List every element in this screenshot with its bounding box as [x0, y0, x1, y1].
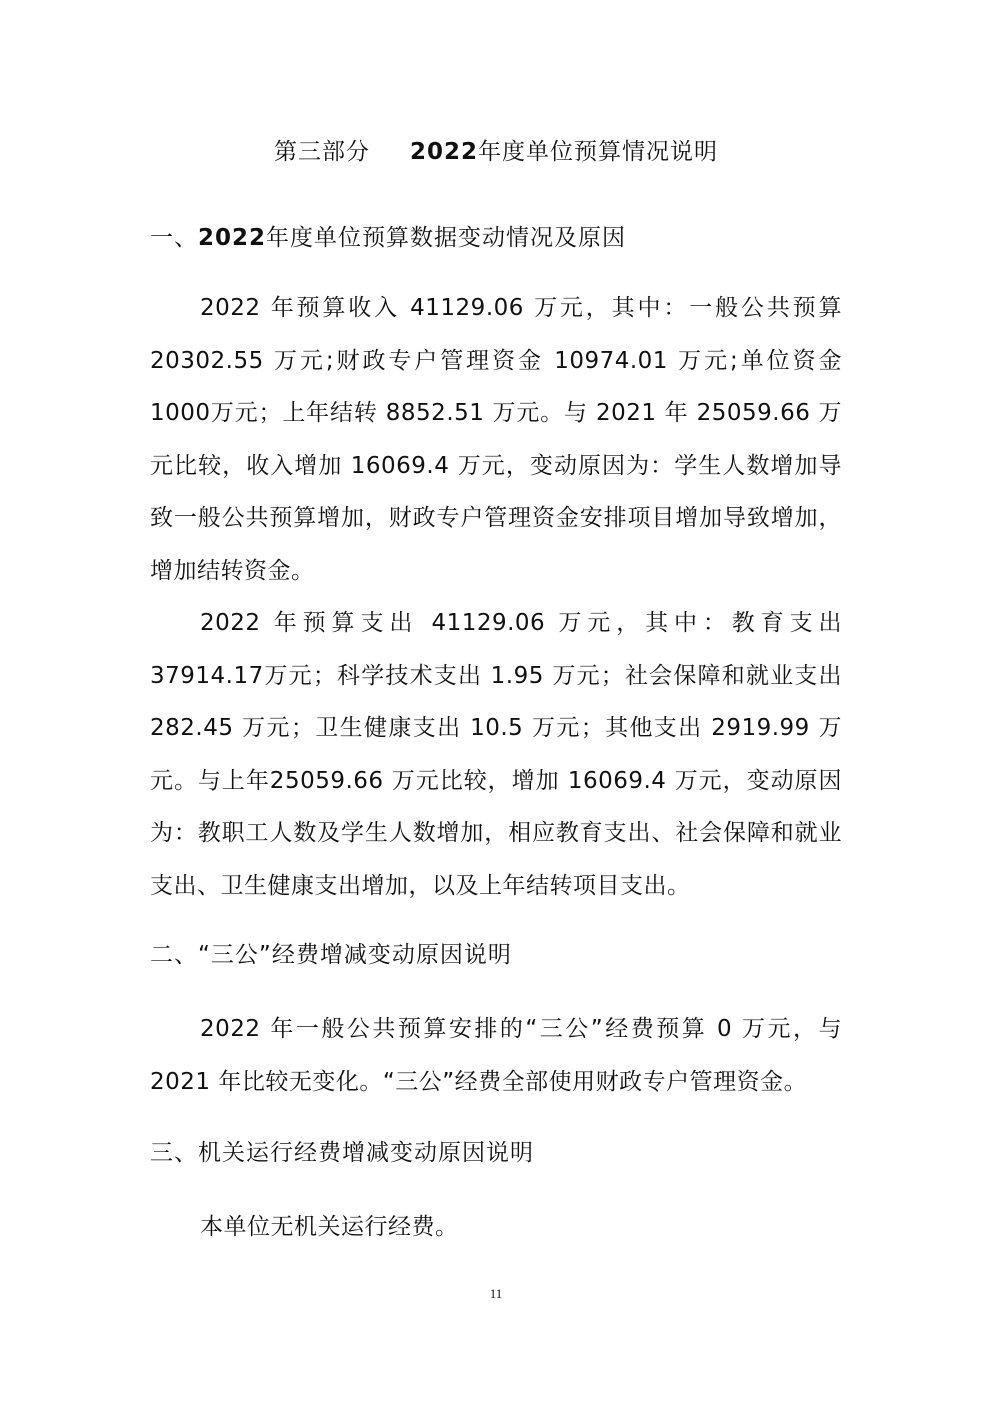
section3-paragraph: 本单位无机关运行经费。 [200, 1214, 459, 1240]
title-year: 2022 [409, 139, 478, 165]
section1-heading [150, 222, 842, 254]
title-rest: 年度单位预算情况说明 [478, 139, 718, 165]
section1-paragraph-income: 2022 年预算收入 41129.06 万元，其中：一般公共预算20302.55 万元;财政专户管理资金 10974.01 万元;单位资金 1000万元；上年结转 8852.51 万元。与 2021 年 25059.66 万元比较，收入增加 16069.4 万元，变动原因为：学生人数增加导致一般公共预算增加，财政专户管理资金安排项目增加导致增加，增加结转资金。 [150, 295, 842, 584]
section3-heading: 三、机关运行经费增减变动原因说明 [150, 1140, 534, 1166]
page-title [150, 136, 842, 168]
section1-heading-rest: 年度单位预算数据变动情况及原因 [266, 225, 627, 251]
title-part: 第三部分 [273, 139, 370, 165]
section1-year: 2022 [198, 225, 267, 251]
page-number: 11 [489, 1286, 503, 1301]
section1-paragraph-expenditure: 2022 年预算支出 41129.06 万元，其中：教育支出 37914.17万元；科学技术支出 1.95 万元；社会保障和就业支出 282.45 万元；卫生健康支出 10.5 万元；其他支出 2919.99 万元。与上年25059.66 万元比较，增加 16069.4 万元，变动原因为：教职工人数及学生人数增加，相应教育支出、社会保障和就业支出、卫生健康支出增加，以及上年结转项目支出。 [150, 610, 842, 899]
section1-prefix: 一、 [150, 225, 198, 251]
section2-heading: 二、“三公”经费增减变动原因说明 [150, 942, 512, 968]
section2-paragraph: 2022 年一般公共预算安排的“三公”经费预算 0 万元，与2021 年比较无变化。“三公”经费全部使用财政专户管理资金。 [150, 1016, 842, 1095]
